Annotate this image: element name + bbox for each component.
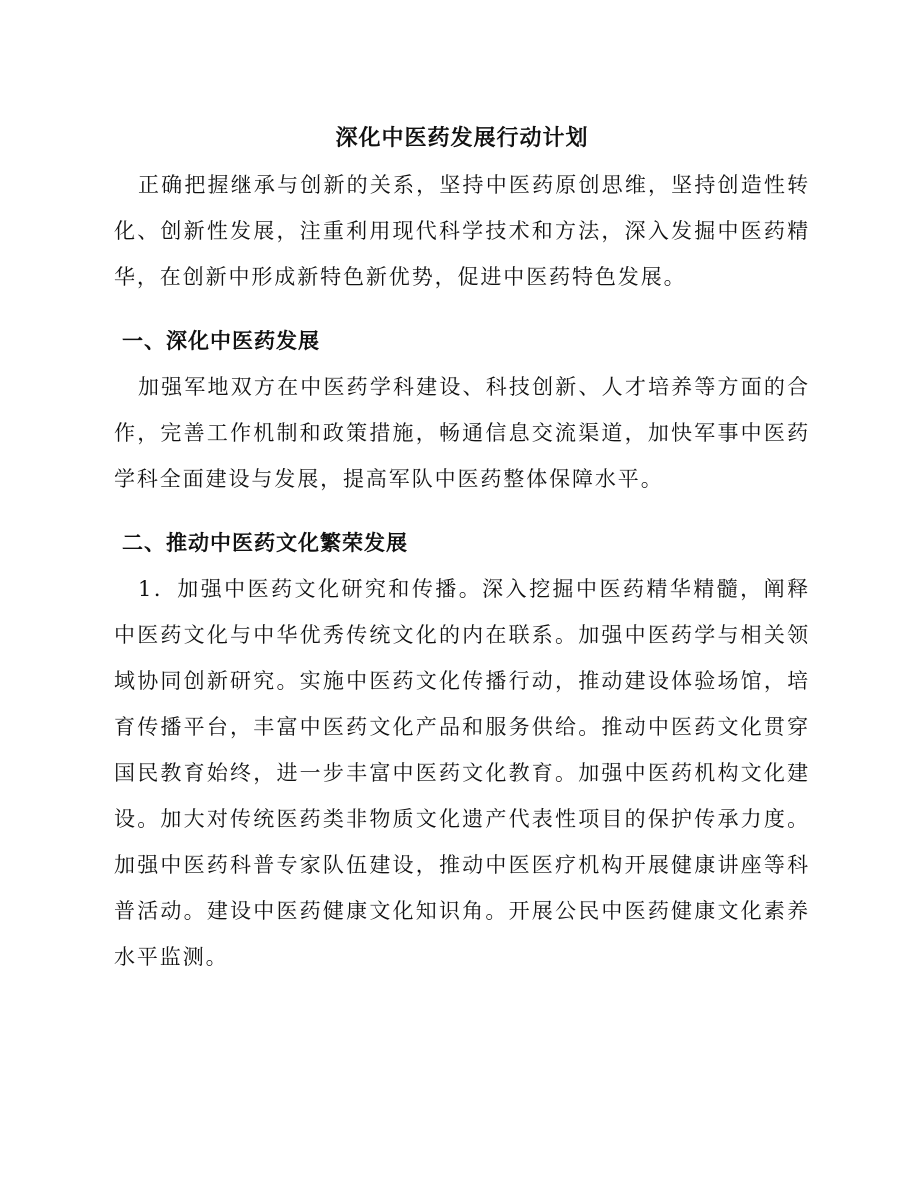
intro-paragraph: 正确把握继承与创新的关系，坚持中医药原创思维，坚持创造性转化、创新性发展，注重利用现代科学技术和方法，深入发掘中医药精华，在创新中形成新特色新优势，促进中医药特色发展。 [114,173,810,289]
section-1-paragraph: 加强军地双方在中医药学科建设、科技创新、人才培养等方面的合作，完善工作机制和政策措施，畅通信息交流渠道，加快军事中医药学科全面建设与发展，提高军队中医药整体保障水平。 [114,375,810,491]
section-heading-2: 二、推动中医药文化繁荣发展 [122,530,408,555]
document-title: 深化中医药发展行动计划 [335,125,589,151]
document-page [114,118,810,980]
section-2-paragraph: 1．加强中医药文化研究和传播。深入挖掘中医药精华精髓，阐释中医药文化与中华优秀传统文化的内在联系。加强中医药学与相关领域协同创新研究。实施中医药文化传播行动，推动建设体验场馆，培育传播平台，丰富中医药文化产品和服务供给。推动中医药文化贯穿国民教育始终，进一步丰富中医药文化教育。加强中医药机构文化建设。加大对传统医药类非物质文化遗产代表性项目的保护传承力度。加强中医药科普专家队伍建设，推动中医医疗机构开展健康讲座等科普活动。建设中医药健康文化知识角。开展公民中医药健康文化素养水平监测。 [114,577,810,969]
section-heading-1: 一、深化中医药发展 [122,328,320,353]
